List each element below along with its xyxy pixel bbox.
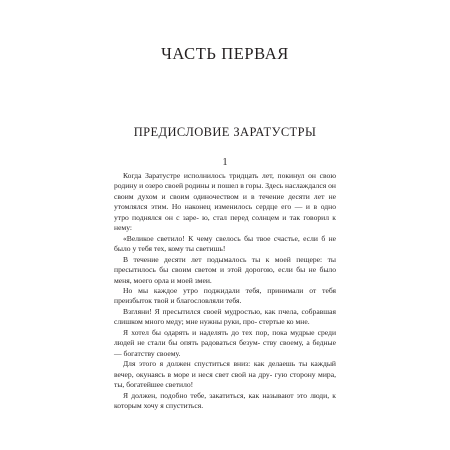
body-text xyxy=(114,171,336,411)
paragraph xyxy=(114,255,336,286)
paragraph xyxy=(114,286,336,307)
paragraph xyxy=(114,171,336,234)
text-line: ству своему, а бедные — богатству своему. xyxy=(114,338,336,358)
text-line: Но мы каждое утро поджидали тебя, принимали от xyxy=(123,285,317,295)
text-line: «Великое светило! К чему свелось бы твое счастье, xyxy=(123,233,300,243)
text-line: Для этого я должен спуститься вниз: как делаешь ты xyxy=(123,359,308,369)
text-line: собравшая слишком много меду; мне нужны руки, про- xyxy=(114,306,336,327)
text-line: не было меня, моего орла и моей змеи. xyxy=(114,265,337,285)
text-line: ты пресытилось бы своим светом и этой дорогою, если бы xyxy=(114,254,336,275)
text-line: стертые ко мне. xyxy=(259,317,310,327)
text-line: Я должен, подобно тебе, закатиться, как называют xyxy=(123,390,294,400)
paragraph xyxy=(114,307,336,328)
text-line: каждый вечер, окунаясь в море и неся свет свой на дру- xyxy=(114,359,336,379)
text-line: В течение десяти лет подымалось ты к моей пещере: xyxy=(123,254,323,264)
text-line: Здесь наслаждался он своим духом и своим одиночеством xyxy=(114,181,336,201)
paragraph xyxy=(114,234,336,255)
paragraph xyxy=(114,328,336,359)
text-line: тебя преизбыток твой и благословляли тебя. xyxy=(114,285,336,306)
text-line: среди людей не стали бы опять радоваться безум- xyxy=(114,327,337,348)
text-line: это люди, к которым хочу я спуститься. xyxy=(114,390,336,410)
chapter-title: ПРЕДИСЛОВИЕ ЗАРАТУСТРЫ xyxy=(133,125,317,139)
paragraph xyxy=(114,391,336,412)
text-line: ю, стал перед солнцем и так говорил к нему: xyxy=(114,212,336,233)
text-line: он свою родину и озеро своей родины и пошел в горы. xyxy=(114,171,336,191)
text-line: изменилось сердце его — и в одно утро поднялся он с заре- xyxy=(114,202,336,222)
paragraph xyxy=(114,359,336,390)
text-line: гую сторону мира, ты, богатейшее светило! xyxy=(114,369,336,390)
text-line: Взгляни! Я пресытился своей мудростью, как пчела, xyxy=(123,306,299,316)
text-line: и в течение десяти лет не утомлялся этим. Но наконец xyxy=(114,191,336,212)
text-line: если б не было у тебя тех, кому ты светишь! xyxy=(114,233,337,254)
section-number: 1 xyxy=(222,157,228,168)
text-line: Когда Заратустре исполнилось тридцать лет, покинул xyxy=(123,171,305,180)
part-title: ЧАСТЬ ПЕРВАЯ xyxy=(161,44,289,63)
text-line: Я хотел бы одарять и наделять до тех пор, пока мудрые xyxy=(123,327,315,337)
